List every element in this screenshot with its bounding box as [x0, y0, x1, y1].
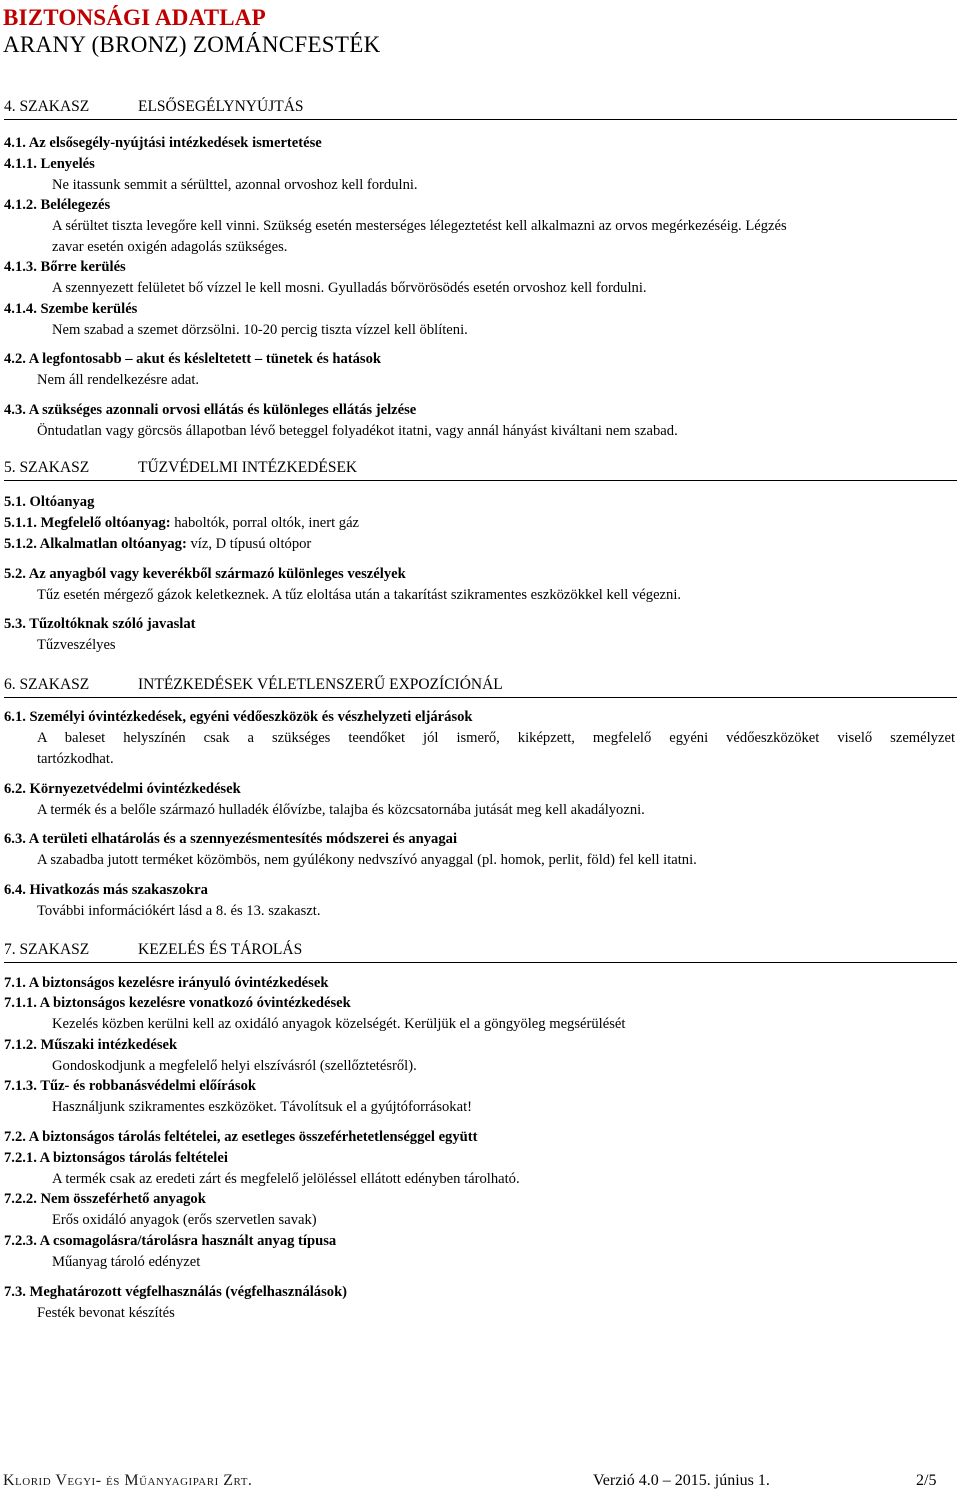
paragraph: Öntudatlan vagy görcsös állapotban lévő beteggel folyadékot itatni, vagy annál hányást kiváltani nem szabad. [37, 423, 678, 439]
subsection-heading: 7.1.3. Tűz- és robbanásvédelmi előírások [4, 1078, 257, 1094]
paragraph: zavar esetén oxigén adagolás szükséges. [52, 239, 288, 255]
section-7-heading [4, 940, 957, 963]
paragraph: Műanyag tároló edényzet [52, 1254, 201, 1270]
subsection-heading: 7.3. Meghatározott végfelhasználás (végfelhasználások) [4, 1284, 348, 1300]
paragraph [4, 514, 359, 532]
subsection-heading: 6.3. A területi elhatárolás és a szennyezésmentesítés módszerei és anyagai [4, 831, 458, 847]
subsection-heading: 7.2.2. Nem összeférhető anyagok [4, 1191, 206, 1207]
paragraph: Tűzveszélyes [37, 637, 116, 653]
paragraph: A termék csak az eredeti zárt és megfelelő jelöléssel ellátott edényben tárolható. [52, 1171, 520, 1187]
document-title: BIZTONSÁGI ADATLAP [3, 5, 266, 30]
subsection-heading: 7.2. A biztonságos tárolás feltételei, az esetleges összeférhetetlenséggel együtt [4, 1129, 478, 1145]
section-4-heading [4, 97, 957, 120]
section-number: 6. SZAKASZ [4, 676, 90, 693]
paragraph: Kezelés közben kerülni kell az oxidáló anyagok közelségét. Kerüljük el a göngyöleg megsérülését [52, 1016, 626, 1032]
paragraph: A szennyezett felületet bő vízzel le kell mosni. Gyulladás bőrvörösödés esetén orvoshoz kell fordulni. [52, 280, 647, 296]
subsection-heading: 7.1.1. A biztonságos kezelésre vonatkozó óvintézkedések [4, 995, 351, 1011]
page-number: 2/5 [916, 1472, 937, 1489]
subsection-heading: 7.2.3. A csomagolásra/tárolásra használt anyag típusa [4, 1233, 337, 1249]
paragraph: A sérültet tiszta levegőre kell vinni. Szükség esetén mesterséges lélegeztetést kell alkalmazni az orvos megérkezéséig. Légzés [52, 218, 787, 234]
paragraph [4, 535, 311, 553]
section-title: TŰZVÉDELMI INTÉZKEDÉSEK [138, 459, 358, 476]
section-6-heading [4, 675, 957, 698]
value: víz, D típusú oltópor [186, 536, 312, 552]
version-info: Verzió 4.0 – 2015. június 1. [593, 1472, 770, 1489]
paragraph: Tűz esetén mérgező gázok keletkeznek. A tűz eloltása után a takarítást szikramentes eszközökkel kell végezni. [37, 587, 682, 603]
company-name: Klorid Vegyi- és Műanyagipari Zrt. [3, 1472, 253, 1489]
subsection-heading: 6.1. Személyi óvintézkedések, egyéni védőeszközök és vészhelyzeti eljárások [4, 709, 473, 725]
subsection-heading: 5.2. Az anyagból vagy keverékből származó különleges veszélyek [4, 566, 406, 582]
label: 5.1.2. Alkalmatlan oltóanyag: [4, 536, 187, 552]
subsection-heading: 5.3. Tűzoltóknak szóló javaslat [4, 616, 196, 632]
subsection-heading: 6.2. Környezetvédelmi óvintézkedések [4, 781, 241, 797]
subsection-heading: 7.1.2. Műszaki intézkedések [4, 1037, 178, 1053]
product-name: ARANY (BRONZ) ZOMÁNCFESTÉK [3, 32, 381, 57]
section-number: 5. SZAKASZ [4, 459, 90, 476]
paragraph: A termék és a belőle származó hulladék élővízbe, talajba és közcsatornába jutását meg kell akadályozni. [37, 802, 645, 818]
subsection-heading: 7.2.1. A biztonságos tárolás feltételei [4, 1150, 228, 1166]
subsection-heading: 4.1.1. Lenyelés [4, 156, 95, 172]
subsection-heading: 4.1.3. Bőrre kerülés [4, 259, 126, 275]
subsection-heading: 7.1. A biztonságos kezelésre irányuló óvintézkedések [4, 975, 329, 991]
section-number: 4. SZAKASZ [4, 98, 90, 115]
subsection-heading: 4.2. A legfontosabb – akut és késleltetett – tünetek és hatások [4, 351, 382, 367]
section-title: INTÉZKEDÉSEK VÉLETLENSZERŰ EXPOZÍCIÓNÁL [138, 676, 503, 693]
subsection-heading: 4.1. Az elsősegély-nyújtási intézkedések ismertetése [4, 135, 322, 151]
section-number: 7. SZAKASZ [4, 941, 90, 958]
paragraph: A szabadba jutott terméket közömbös, nem gyúlékony nedvszívó anyaggal (pl. homok, perlit, föld) fel kell itatni. [37, 852, 697, 868]
paragraph: Festék bevonat készítés [37, 1305, 175, 1321]
page-footer [0, 1469, 960, 1491]
subsection-heading: 5.1. Oltóanyag [4, 494, 95, 510]
section-5-heading [4, 458, 957, 481]
paragraph: Ne itassunk semmit a sérülttel, azonnal orvoshoz kell fordulni. [52, 177, 418, 193]
paragraph: Erős oxidáló anyagok (erős szervetlen savak) [52, 1212, 317, 1228]
paragraph: Nem szabad a szemet dörzsölni. 10-20 percig tiszta vízzel kell öblíteni. [52, 322, 468, 338]
subsection-heading: 4.1.4. Szembe kerülés [4, 301, 138, 317]
paragraph: tartózkodhat. [37, 751, 114, 767]
section-title: ELSŐSEGÉLYNYÚJTÁS [138, 98, 304, 115]
paragraph: Nem áll rendelkezésre adat. [37, 372, 200, 388]
paragraph: Használjunk szikramentes eszközöket. Távolítsuk el a gyújtóforrásokat! [52, 1099, 472, 1115]
subsection-heading: 4.1.2. Belélegezés [4, 197, 111, 213]
section-title: KEZELÉS ÉS TÁROLÁS [138, 941, 303, 958]
subsection-heading: 6.4. Hivatkozás más szakaszokra [4, 882, 208, 898]
subsection-heading: 4.3. A szükséges azonnali orvosi ellátás és különleges ellátás jelzése [4, 402, 417, 418]
paragraph: Gondoskodjunk a megfelelő helyi elszívásról (szellőztetésről). [52, 1058, 417, 1074]
paragraph: További információkért lásd a 8. és 13. szakaszt. [37, 903, 321, 919]
label: 5.1.1. Megfelelő oltóanyag: [4, 515, 171, 531]
value: haboltók, porral oltók, inert gáz [170, 515, 360, 531]
paragraph: A baleset helyszínén csak a szükséges teendőket jól ismerő, kiképzett, megfelelő egyéni védőeszközöket viselő személyzet [37, 730, 955, 746]
